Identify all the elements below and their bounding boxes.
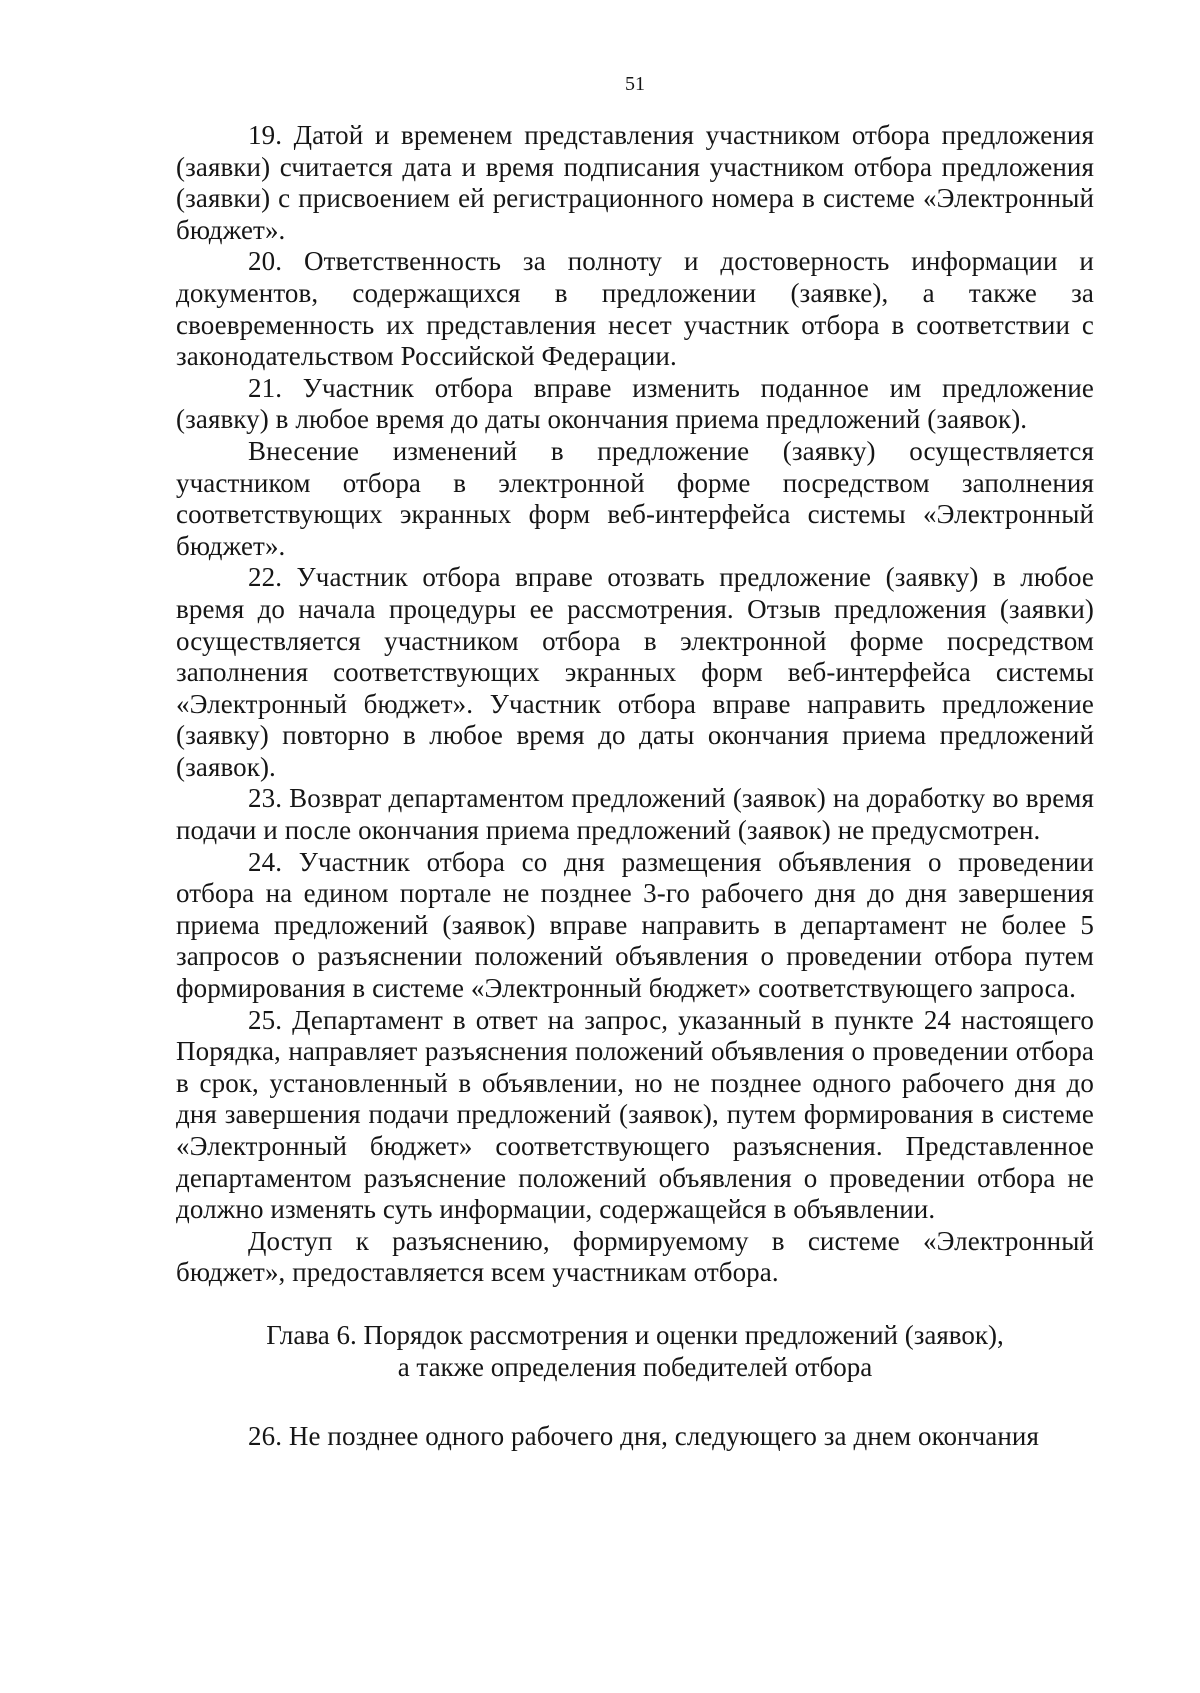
paragraph-24: 24. Участник отбора со дня размещения объявления о проведении отбора на едином портале не позднее 3-го рабочего дня до дня завершения приема предложений (заявок) вправе направить в департамент не более 5 запросов о разъяснении положений объявления о проведении отбора путем формирования в системе «Электронный бюджет» соответствующего запроса. [176, 846, 1094, 1004]
paragraph-19: 19. Датой и временем представления участником отбора предложения (заявки) считается дата и время подписания участником отбора предложения (заявки) с присвоением ей регистрационного номера в системе «Электронный бюджет». [176, 120, 1094, 245]
chapter-heading-line-2: а также определения победителей отбора [397, 1351, 873, 1382]
paragraph-25-continuation: Доступ к разъяснению, формируемому в системе «Электронный бюджет», предоставляется всем участникам отбора. [176, 1225, 1094, 1288]
paragraph-21-continuation: Внесение изменений в предложение (заявку) осуществляется участником отбора в электронной форме посредством заполнения соответствующих экранных форм веб-интерфейса системы «Электронный бюджет». [176, 435, 1094, 561]
page-number: 51 [625, 73, 645, 95]
paragraph-22: 22. Участник отбора вправе отозвать предложение (заявку) в любое время до начала процедуры ее рассмотрения. Отзыв предложения (заявки) осуществляется участником отбора в электронной форме посредством заполнения соответствующих экранных форм веб-интерфейса системы «Электронный бюджет». Участник отбора вправе направить предложение (заявку) повторно в любое время до даты окончания приема предложений (заявок). [176, 562, 1094, 782]
chapter-heading [176, 1319, 1094, 1383]
paragraph-21: 21. Участник отбора вправе изменить поданное им предложение (заявку) в любое время до даты окончания приема предложений (заявок). [176, 372, 1094, 435]
paragraph-25: 25. Департамент в ответ на запрос, указанный в пункте 24 настоящего Порядка, направляет разъяснения положений объявления о проведении отбора в срок, установленный в объявлении, но не позднее одного рабочего дня до дня завершения подачи предложений (заявок), путем формирования в системе «Электронный бюджет» соответствующего разъяснения. Представленное департаментом разъяснение положений объявления о проведении отбора не должно изменять суть информации, содержащейся в объявлении. [176, 1004, 1094, 1225]
chapter-heading-line-1: Глава 6. Порядок рассмотрения и оценки предложений (заявок), [266, 1319, 1004, 1350]
paragraph-20: 20. Ответственность за полноту и достоверность информации и документов, содержащихся в предложении (заявке), а также за своевременность их представления несет участник отбора в соответствии с законодательством Российской Федерации. [176, 246, 1094, 372]
paragraph-26: 26. Не позднее одного рабочего дня, следующего за днем окончания [248, 1420, 1039, 1451]
paragraph-23: 23. Возврат департаментом предложений (заявок) на доработку во время подачи и после окончания приема предложений (заявок) не предусмотрен. [176, 783, 1094, 846]
document-body [176, 120, 1094, 1453]
